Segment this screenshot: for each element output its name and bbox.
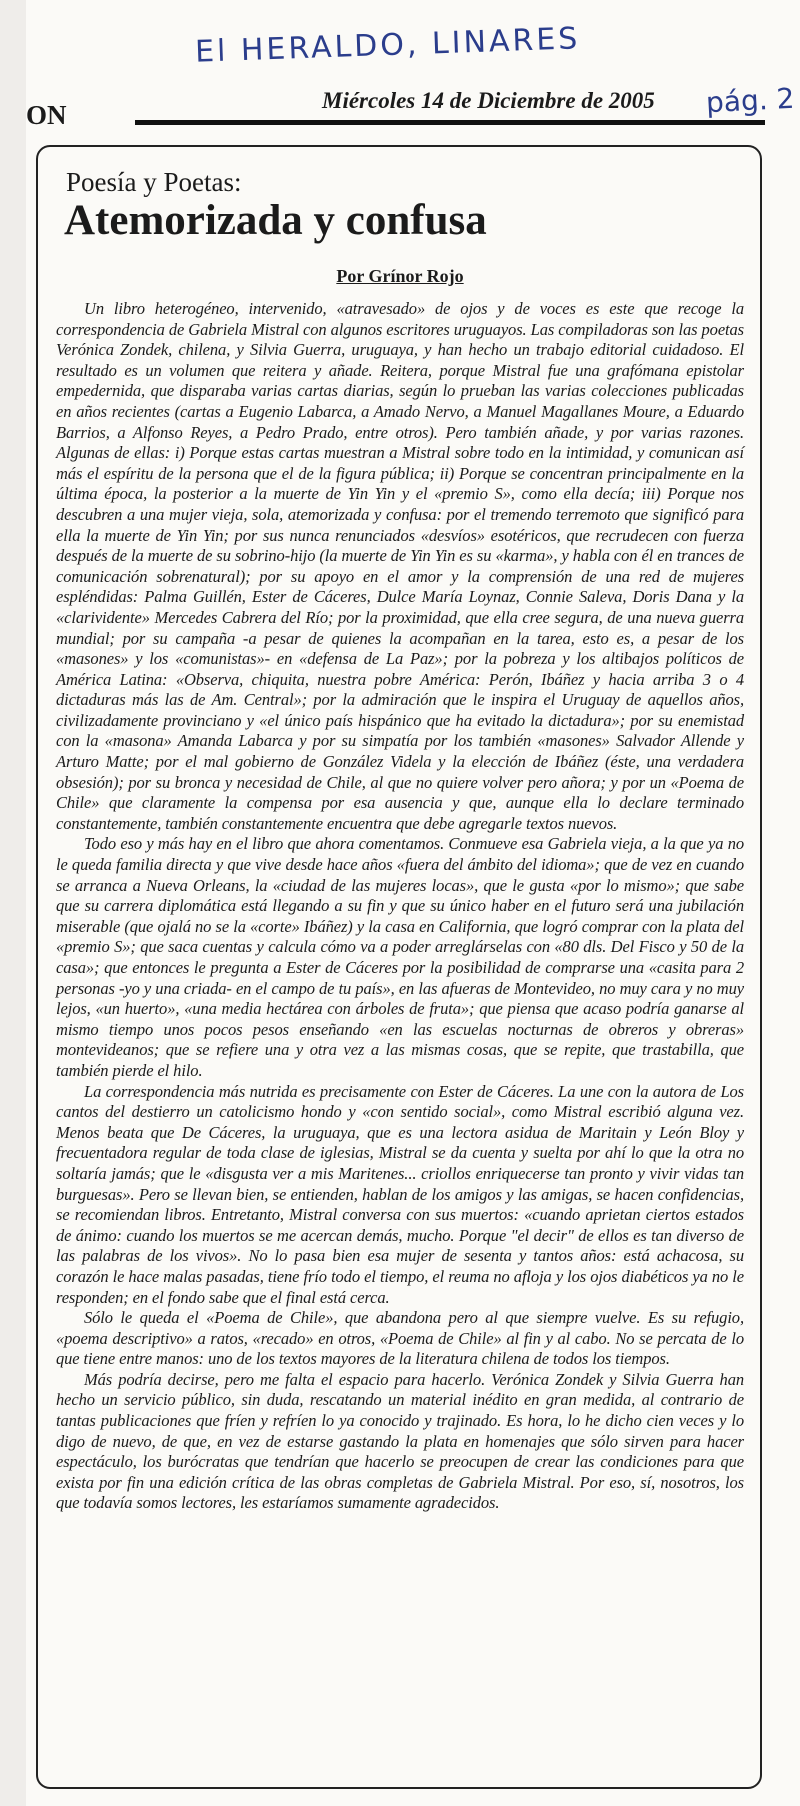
section-name-fragment: ON bbox=[26, 100, 67, 130]
article-paragraph: Más podría decirse, pero me falta el espacio para hacerlo. Verónica Zondek y Silvia Guerra han hecho un servicio público, sin duda, rescatando un material inédito en gran medida, al contrario de tantas publicaciones que fríen y refríen lo ya conocido y trajinado. Es hora, lo he dicho cien veces y lo digo de nuevo, de que, en vez de estarse gastando la plata en homenajes que sólo sirven para hacer espectáculo, los burócratas que tendrían que hacerlo se preocupen de crear las condiciones para que exista por fin una edición crítica de las obras completas de Gabriela Mistral. Por eso, sí, nosotros, los que todavía somos lectores, les estaríamos sumamente agradecidos. bbox=[56, 1369, 744, 1513]
handwritten-page-note: pág. 2 bbox=[705, 81, 796, 120]
article-body bbox=[56, 299, 744, 1514]
publication-date: Miércoles 14 de Diciembre de 2005 bbox=[322, 88, 655, 113]
article-paragraph: Un libro heterogéneo, intervenido, «atravesado» de ojos y de voces es este que recoge la correspondencia de Gabriela Mistral con algunos escritores uruguayos. Las compiladoras son las poetas Verónica Zondek, chilena, y Silvia Guerra, uruguaya, y han hecho un trabajo editorial cuidadoso. El resultado es un volumen que reitera y añade. Reitera, porque Mistral fue una grafómana epistolar empedernida, que disparaba varias cartas diarias, según lo prueban las varias colecciones publicadas en años recientes (cartas a Eugenio Labarca, a Amado Nervo, a Manuel Magallanes Moure, a Eduardo Barrios, a Alfonso Reyes, a Pedro Prado, entre otros). Pero también añade, y por varias razones. Algunas de ellas: i) Porque estas cartas muestran a Mistral sobre todo en la intimidad, y comunican así más el espíritu de la persona que el de la figura pública; ii) Porque se concentran principalmente en la última época, la posterior a la muerte de Yin Yin y el «premio S», como ella decía; iii) Porque nos descubren a una mujer vieja, sola, atemorizada y confusa: por el tremendo terremoto que significó para ella la muerte de Yin Yin; por sus nunca renunciados «desvíos» esotéricos, que recrudecen con fuerza después de la muerte de su sobrino-hijo (la muerte de Yin Yin es su «karma», y habla con él en trances de comunicación sobrenatural); por su apoyo en el amor y la comprensión de una red de mujeres espléndidas: Palma Guillén, Ester de Cáceres, Dulce María Loynaz, Connie Saleva, Doris Dana y la «clarividente» Mercedes Cabrera del Río; por la proximidad, que ella cree segura, de una nueva guerra mundial; por su campaña -a pesar de quienes la acompañan en la tarea, esto es, a pesar de los «masones» y los «comunistas»- en «defensa de La Paz»; por la pobreza y los altibajos políticos de América Latina: «Observa, chiquita, nuestra pobre América: Perón, Ibáñez y hacia arriba 3 o 4 dictaduras más las de Am. Central»; por la admiración que le inspira el Uruguay de aquellos años, civilizadamente provinciano y «el único país hispánico que ha evitado la dictadura»; por su enemistad con la «masona» Amanda Labarca y por su simpatía por los también «masones» Salvador Allende y Arturo Matte; por el mal gobierno de González Videla y la elección de Ibáñez (éste, una verdadera obsesión); por su bronca y necesidad de Chile, al que no quiere volver pero añora; y por un «Poema de Chile» que claramente la compensa por esa ausencia y que, aunque ella lo declare terminado constantemente, también constantemente encuentra que debe agregarle textos nuevos. bbox=[56, 299, 744, 833]
header-rule bbox=[135, 120, 765, 125]
article-paragraph: Todo eso y más hay en el libro que ahora comentamos. Conmueve esa Gabriela vieja, a la que ya no le queda familia directa y que vive desde hace años «fuera del ámbito del idioma»; que de vez en cuando se arranca a Nueva Orleans, la «ciudad de las mujeres locas», que le gusta «por lo mismo»; que sabe que su carrera diplomática está llegando a su fin y que su único haber en el futuro será una jubilación miserable (que ojalá no se la «corte» Ibáñez) y la casa en California, que logró comprar con la plata del «premio S»; que saca cuentas y calcula cómo va a poder arreglárselas con «80 dls. Del Fisco y 50 de la casa»; que entonces le pregunta a Ester de Cáceres por la posibilidad de comprarse una «casita para 2 personas -yo y una criada- en el campo de tu país», en las afueras de Montevideo, no muy cara y no muy lejos, «un huerto», «una media hectárea con árboles de fruta»; que piensa que acaso podría ganarse al mismo tiempo unos pocos pesos enseñando «en las escuelas nocturnas de obreros y obreras» montevideanos; que se refiere una y otra vez a las mismas cosas, que se repite, que trastabilla, que también pierde el hilo. bbox=[56, 834, 744, 1080]
article-headline: Atemorizada y confusa bbox=[64, 197, 487, 244]
article-box bbox=[36, 145, 762, 1789]
article-byline: Por Grínor Rojo bbox=[336, 266, 464, 286]
article-paragraph: La correspondencia más nutrida es precisamente con Ester de Cáceres. La une con la autora de Los cantos del destierro un catolicismo hondo y «con sentido social», como Mistral escribió alguna vez. Menos beata que De Cáceres, la uruguaya, que es una lectora asidua de Maritain y León Bloy y frecuentadora regular de toda clase de iglesias, Mistral se da cuenta y suelta por ahí lo que la otra no soltaría jamás; que le «disgusta ver a mis Maritenes... criollos enriquecerse tan pronto y vivir vidas tan burguesas». Pero se llevan bien, se entienden, hablan de los amigos y las amigas, se hacen confidencias, se recomiendan libros. Entretanto, Mistral conversa con sus muertos: «cuando aprietan ciertos estados de ánimo: cuando los muertos se me acercan demás, mucho. Porque "el decir" de ellos es tan diverso de las palabras de los vivos». No lo pasa bien esa mujer de sesenta y tantos años: está achacosa, su corazón le hace malas pasadas, tiene frío todo el tiempo, el reuma no afloja y los ojos diabéticos ya no le responden; en el fondo sabe que el final está cerca. bbox=[56, 1081, 744, 1307]
handwritten-source-note: El HERALDO, LINARES bbox=[194, 21, 581, 70]
article-kicker: Poesía y Poetas: bbox=[66, 167, 242, 197]
article-paragraph: Sólo le queda el «Poema de Chile», que abandona pero al que siempre vuelve. Es su refugio, «poema descriptivo» a ratos, «recado» en otros, «Poema de Chile» al fin y al cabo. No se percata de lo que tiene entre manos: uno de los textos mayores de la literatura chilena de todos los tiempos. bbox=[56, 1308, 744, 1369]
